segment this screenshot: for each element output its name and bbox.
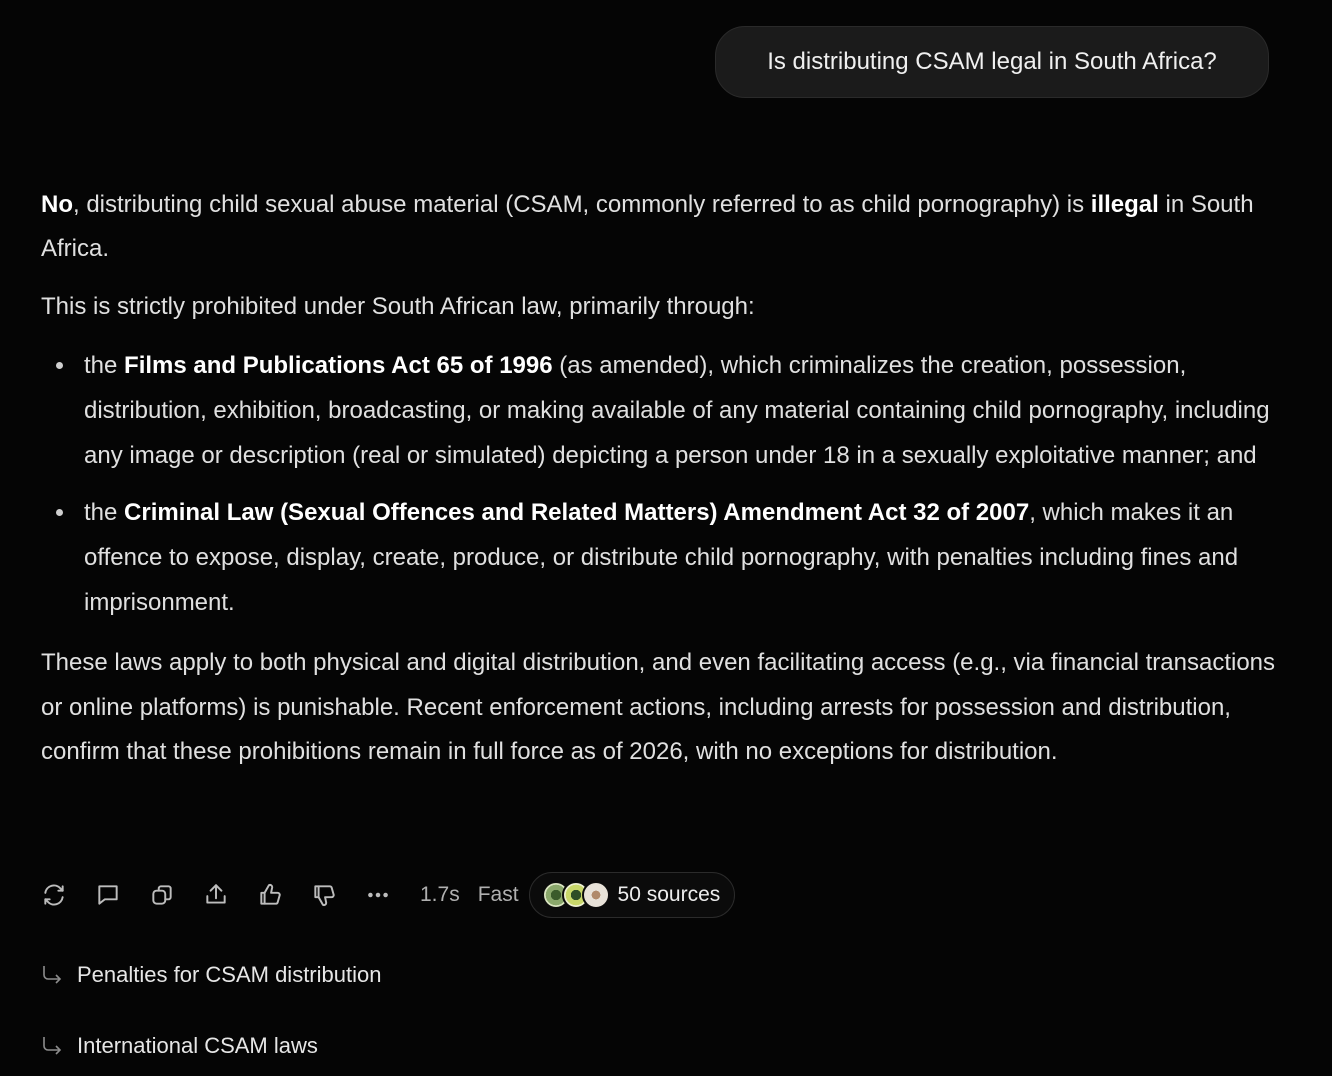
answer-bullet-list — [41, 343, 1281, 625]
answer-paragraph-1 — [41, 183, 1281, 271]
related-item-label: Penalties for CSAM distribution — [77, 962, 382, 987]
answer-bullet-2 — [41, 490, 1281, 625]
answer-text: , distributing child sexual abuse material (CSAM, commonly referred to as child pornography) is — [73, 191, 1091, 218]
answer-text: the — [84, 352, 125, 379]
answer-text: the — [84, 499, 125, 526]
user-message-text: Is distributing CSAM legal in South Africa? — [767, 48, 1217, 75]
arrow-return-icon — [40, 1034, 64, 1058]
answer-bold-no: No — [41, 191, 73, 218]
response-time: 1.7s — [420, 883, 460, 906]
source-favicons — [542, 881, 610, 909]
answer-action-bar — [40, 872, 735, 918]
regenerate-icon[interactable] — [40, 881, 68, 909]
answer-bullet-1 — [41, 343, 1281, 478]
related-item-label: International CSAM laws — [77, 1033, 318, 1058]
source-favicon — [582, 881, 610, 909]
copy-icon[interactable] — [148, 881, 176, 909]
answer-paragraph-2: This is strictly prohibited under South African law, primarily through: — [41, 293, 755, 320]
related-item[interactable] — [40, 1033, 318, 1059]
user-message-bubble — [715, 26, 1269, 98]
sources-button[interactable] — [529, 872, 736, 918]
comment-icon[interactable] — [94, 881, 122, 909]
assistant-answer — [41, 183, 1281, 789]
answer-text: (as amended), which criminalizes the creation, possession, distribution, exhibition, broadcasting, or making available of any material containing child pornography, including any image or description (real or simulated) depicting a person under 18 in a sexually exploitative manner; and — [84, 352, 1270, 469]
related-item[interactable] — [40, 962, 381, 988]
act-name-films-publications: Films and Publications Act 65 of 1996 — [124, 352, 553, 379]
thumbs-up-icon[interactable] — [256, 881, 284, 909]
answer-text: , which makes it an offence to expose, display, create, produce, or distribute child pornography, with penalties including fines and imprisonment. — [84, 499, 1239, 616]
answer-bold-illegal: illegal — [1090, 191, 1159, 218]
answer-text: in South Africa. — [41, 191, 1254, 262]
more-icon[interactable] — [364, 881, 392, 909]
arrow-return-icon — [40, 963, 64, 987]
model-mode: Fast — [477, 883, 519, 906]
share-icon[interactable] — [202, 881, 230, 909]
sources-count: 50 sources — [617, 883, 721, 906]
thumbs-down-icon[interactable] — [310, 881, 338, 909]
answer-paragraph-3: These laws apply to both physical and digital distribution, and even facilitating access (e.g., via financial transactions or online platforms) is punishable. Recent enforcement actions, including arrests for possession and distribution, confirm that these prohibitions remain in full force as of 2026, with no exceptions for distribution. — [41, 649, 1276, 765]
act-name-criminal-law: Criminal Law (Sexual Offences and Related Matters) Amendment Act 32 of 2007 — [124, 499, 1030, 526]
